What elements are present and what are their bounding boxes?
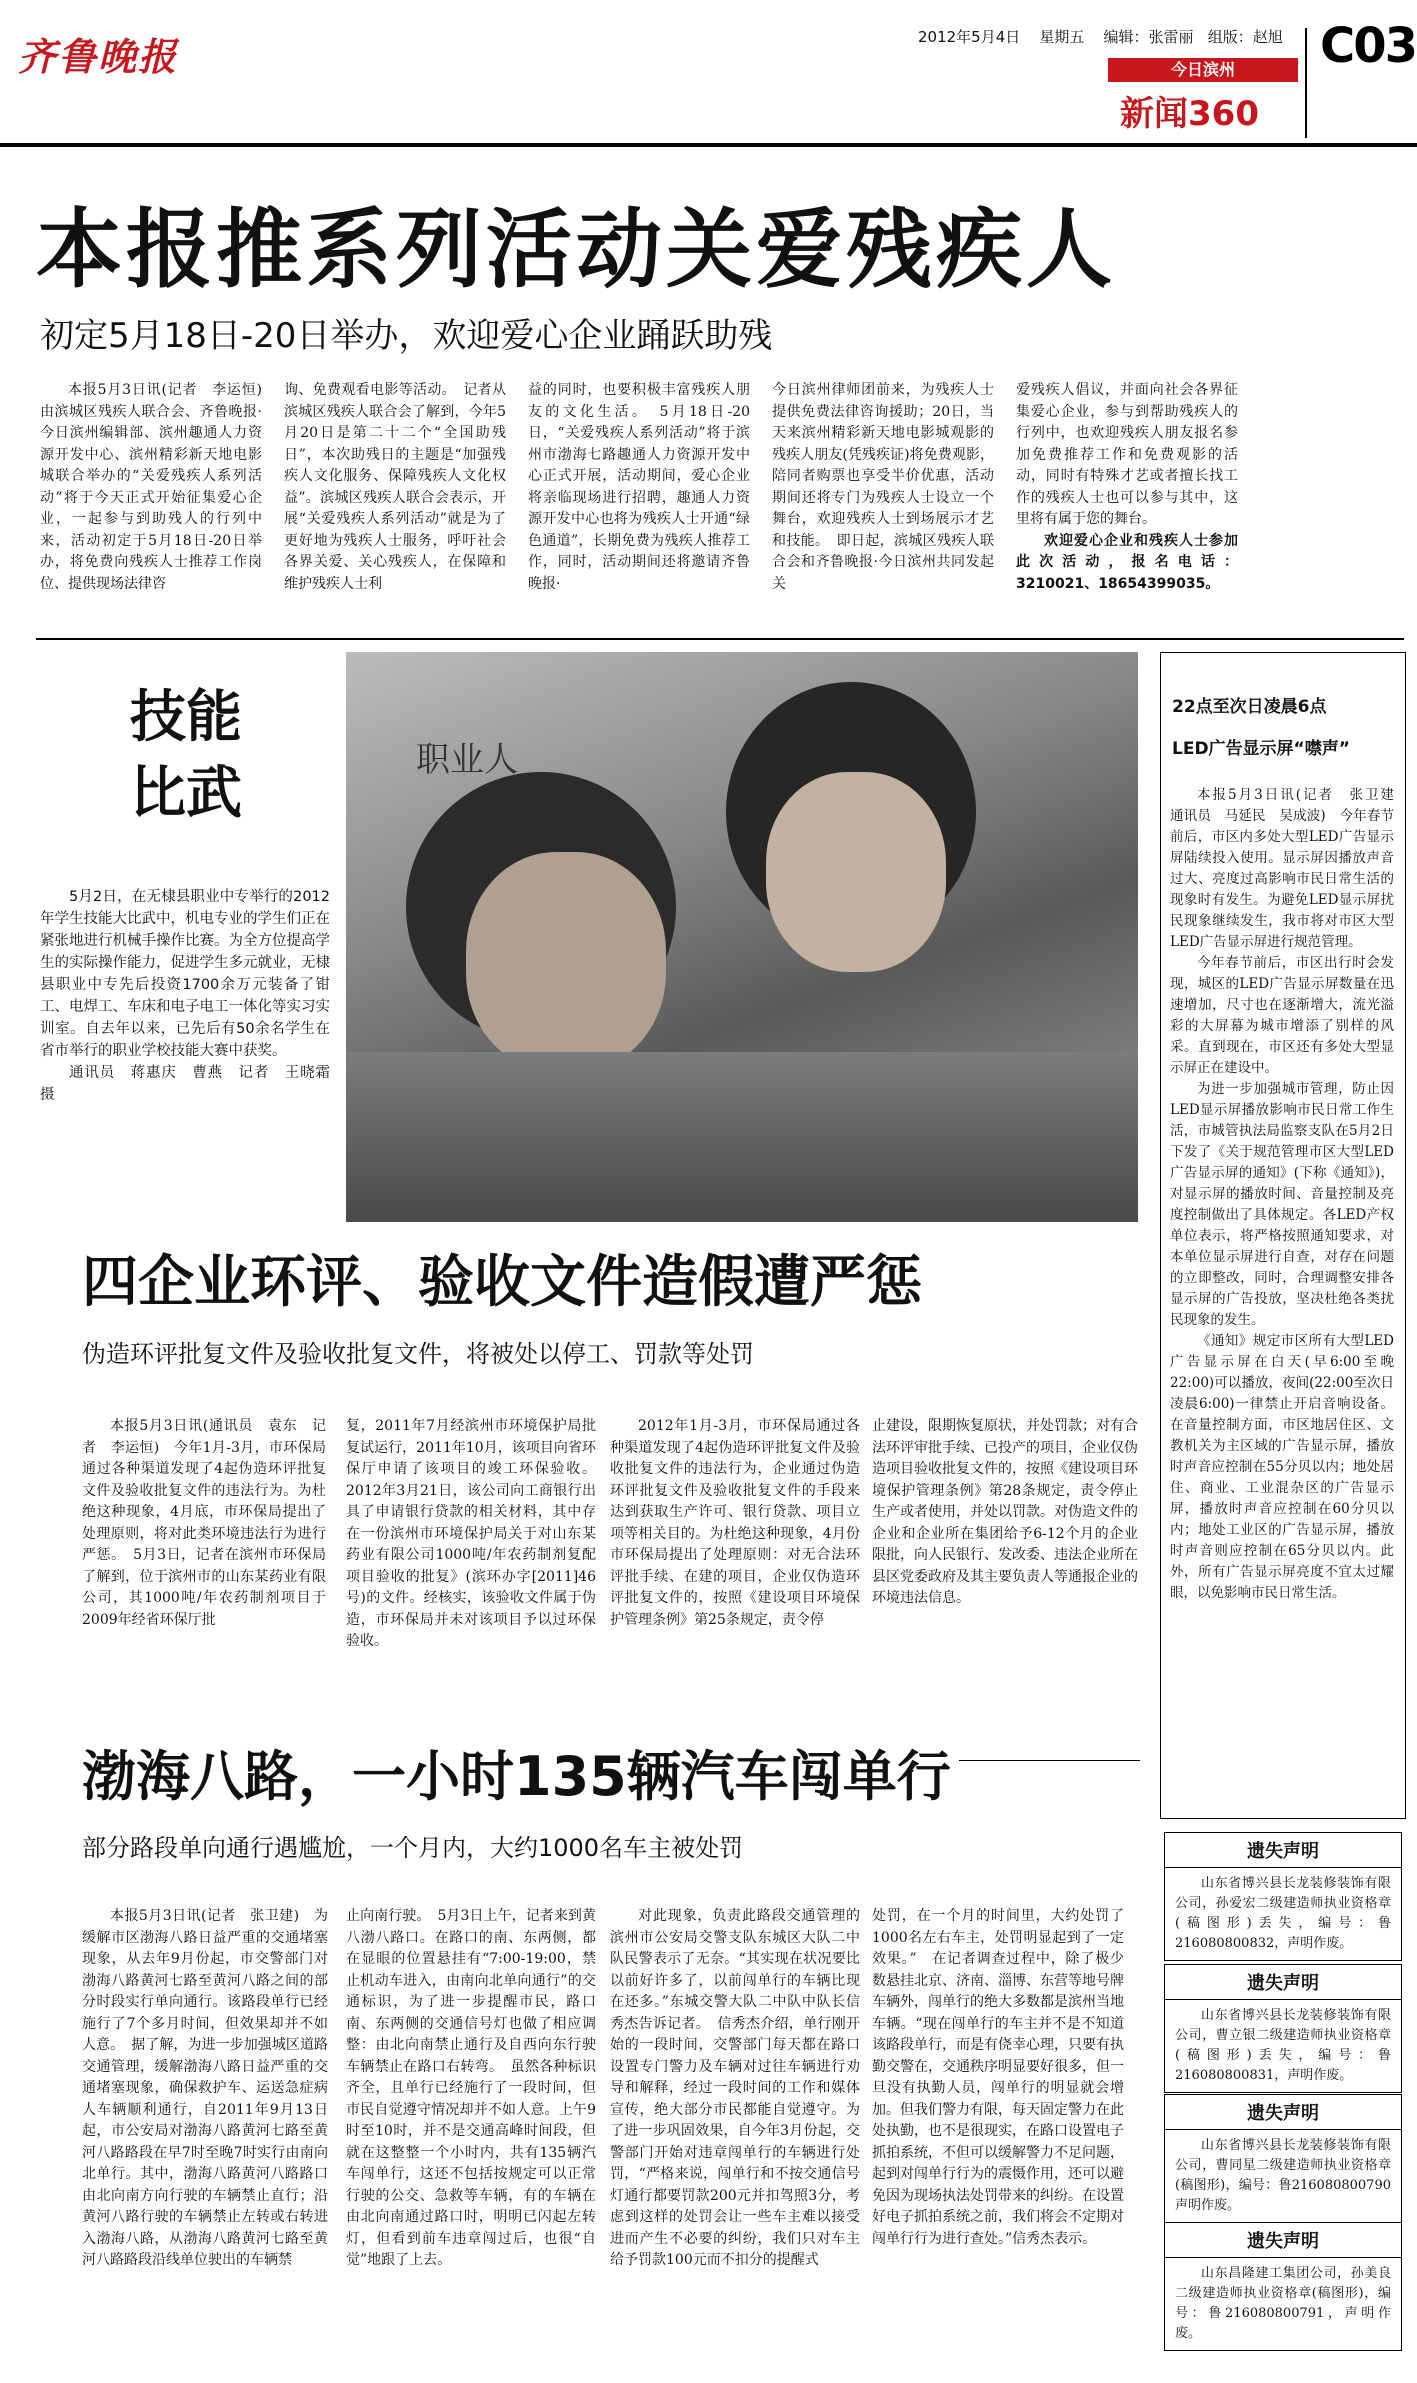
section-tag: 今日滨州 — [1108, 58, 1298, 82]
story2-col-4-text: 止建设，限期恢复原状，并处罚款；对有合法环评审批手续、已投产的项目，企业仅伪造项目验收批复文件的，按照《建设项目环境保护管理条例》第28条规定，责令停止生产或者使用，并处以罚款。对伪造文件的企业和企业所在集团给予6-12个月的企业限批，向人民银行、发改委、违法企业所在县区党委政府及其主要负责人等通报企业的环境违法信息。 — [872, 1418, 1138, 1606]
story3-col-2 — [346, 1906, 596, 2366]
lost-notice-4 — [1164, 2222, 1402, 2351]
story2-col-4 — [872, 1416, 1138, 1756]
story1-col-2-text: 询、免费观看电影等活动。 记者从滨城区残疾人联合会了解到，今年5月20日是第二十二个“全国助残日”，本次助残日的主题是“加强残疾人文化服务、保障残疾人文化权益”。滨城区残疾人联合会表示，开展“关爱残疾人系列活动”就是为了更好地为残疾人士服务，呼吁社会各界关爱、关心残疾人，在保障和维护残疾人士利 — [284, 382, 506, 592]
lost-notice-2-title: 遗失声明 — [1165, 1965, 1401, 2000]
story2-subtitle: 伪造环评批复文件及验收批复文件，将被处以停工、罚款等处罚 — [82, 1340, 754, 1368]
story3-col-4-text: 处罚，在一个月的时间里，大约处罚了1000名左右车主，处罚明显起到了一定效果。” 在记者调查过程中，除了极少数悬挂北京、济南、淄博、东营等地号牌车辆外，闯单行的绝大多数都是滨州当地车辆。“现在闯单行的车主并不是不知道该路段单行，而是有侥幸心理，只要有执勤交警在，交通秩序明显要好很多，但一旦没有执勤人员，闯单行的明显就会增加。但我们警力有限，每天固定警力在此处执勤，也不是很现实，在路口设置电子抓拍系统，不但可以缓解警力不足问题，起到对闯单行行为的震慑作用，还可以避免因为现场执法处罚带来的纠纷。在设置好电子抓拍系统之前，我们将会不定期对闯单行行为进行查处。”信秀杰表示。 — [872, 1908, 1124, 2247]
lost-notice-4-body: 山东昌隆建工集团公司，孙美良二级建造师执业资格章(稿图形)，编号：鲁216080800791，声明作废。 — [1175, 2266, 1391, 2341]
feature-title-line-2: 比武 — [130, 761, 242, 826]
story3-col-2-text: 止向南行驶。 5月3日上午，记者来到黄八渤八路口。在路口的南、东两侧，都在显眼的位置悬挂有“7:00-19:00，禁止机动车进入，由南向北单向通行”的交通标识，为了进一步提醒市民，路口南、东两侧的交通信号灯也做了相应调整：由北向南禁止通行及自西向东行驶车辆禁止在路口右转弯。 虽然各种标识齐全，且单行已经施行了一段时间，但市民自觉遵守情况却并不如人意。上午9时至10时，并不是交通高峰时间段，但就在这整整一个小时内，共有135辆汽车闯单行，这还不包括按规定可以正常行驶的公交、急救等车辆，有的车辆在由北向南通过路口时，明明已闪起左转灯，但看到前车违章闯过后，也很“自觉”地跟了上去。 — [346, 1908, 596, 2268]
sidebar-para-1: 本报5月3日讯(记者 张卫建 通讯员 马延民 吴成波) 今年春节前后，市区内多处大型LED广告显示屏陆续投入使用。显示屏因播放声音过大、亮度过高影响市民日常生活的现象时有发生。为避免LED显示屏扰民现象继续发生，我市将对市区大型LED广告显示屏进行规范管理。 — [1170, 787, 1408, 950]
feature-caption-text: 5月2日，在无棣县职业中专举行的2012年学生技能大比武中，机电专业的学生们正在紧张地进行机械手操作比赛。为全方位提高学生的实际操作能力，促进学生多元就业，无棣县职业中专先后投资1700余万元装备了钳工、电焊工、车床和电子电工一体化等实习实训室。自去年以来，已先后有50余名学生在省市举行的职业学校技能大赛中获奖。 — [40, 889, 330, 1059]
layout-credit: 组版：赵旭 — [1207, 28, 1283, 46]
lost-notice-4-title: 遗失声明 — [1165, 2223, 1401, 2258]
story1-col-5-text: 爱残疾人倡议，并面向社会各界征集爱心企业，参与到帮助残疾人的行列中，也欢迎残疾人朋友报名参加免费推荐工作和免费观影的活动，同时有特殊才艺或者擅长找工作的残疾人士也可以参与其中，这里将有属于您的舞台。 — [1016, 382, 1238, 527]
story3-subtitle: 部分路段单向通行遇尴尬，一个月内，大约1000名车主被处罚 — [82, 1834, 744, 1862]
feature-photo — [346, 652, 1138, 1222]
sidebar-para-2: 今年春节前后，市区出行时会发现，城区的LED广告显示屏数量在迅速增加，尺寸也在逐渐增大，流光溢彩的大屏幕为城市增添了别样的风采。直到现在，市区还有多处大型显示屏正在建设中。 — [1170, 955, 1394, 1076]
page-number: C03 — [1320, 18, 1417, 74]
sidebar-para-3: 为进一步加强城市管理，防止因LED显示屏播放影响市民日常工作生活，市城管执法局监察支队在5月2日下发了《关于规范管理市区大型LED广告显示屏的通知》(下称《通知》)，对显示屏的播放时间、音量控制及亮度控制做出了具体规定。各LED产权单位表示，将严格按照通知要求，对本单位显示屏进行自查，对存在问题的立即整改，同时，合理调整安排各显示屏的广告投放，坚决杜绝各类扰民现象的发生。 — [1170, 1081, 1394, 1328]
story3-col-4 — [872, 1906, 1124, 2366]
feature-credit: 通讯员 蒋惠庆 曹燕 记者 王晓霜 摄 — [40, 1065, 345, 1103]
issue-date: 2012年5月4日 — [918, 28, 1021, 46]
story3-col-3 — [610, 1906, 860, 2366]
issue-weekday: 星期五 — [1039, 28, 1085, 46]
lost-notice-1-title: 遗失声明 — [1165, 1833, 1401, 1868]
story3-col-1-text: 本报5月3日讯(记者 张卫建) 为缓解市区渤海八路日益严重的交通堵塞现象，从去年9月份起，市交警部门对渤海八路黄河七路至黄河八路之间的部分时段实行单向通行。该路段单行已经施行了7个多月时间，但效果却并不如人意。 据了解，为进一步加强城区道路交通管理，缓解渤海八路日益严重的交通堵塞现象，确保救护车、运送急症病人车辆顺利通行，自2011年9月13日起，市公安局对渤海八路黄河七路至黄河八路路段在早7时至晚7时实行由南向北单行。其中，渤海八路黄河八路路口由北向南方向行驶的车辆禁止直行；沿黄河八路行驶的车辆禁止左转或右转进入渤海八路，从渤海八路黄河七路至黄河八路路段沿线单位驶出的车辆禁 — [82, 1908, 328, 2268]
photo-background-sign: 职业人 — [416, 740, 518, 780]
story1-col-5 — [1016, 380, 1238, 630]
machine-equipment — [346, 1052, 1138, 1222]
student-left-face — [466, 852, 666, 1072]
story1-col-3 — [528, 380, 750, 630]
story1-headline: 本报推系列活动关爱残疾人 — [36, 200, 1116, 300]
editor-credit: 编辑：张雷丽 — [1103, 28, 1194, 46]
lost-notice-3-title: 遗失声明 — [1165, 2095, 1401, 2130]
story2-col-2-text: 复，2011年7月经滨州市环境保护局批复试运行，2011年10月，该项目向省环保厅申请了该项目的竣工环保验收。2012年3月21日，该公司向工商银行出具了申请银行贷款的相关材料，其中存在一份滨州市环境保护局关于对山东某药业有限公司1000吨/年农药制剂复配项目验收的批复》(滨环办字[2011]46号)的文件。经核实，该验收文件属于伪造，市环保局并未对该项目予以过环保验收。 — [346, 1418, 596, 1649]
story1-col-1 — [40, 380, 276, 630]
sidebar-para-4: 《通知》规定市区所有大型LED广告显示屏在白天(早6:00至晚22:00)可以播放，夜间(22:00至次日凌晨6:00)一律禁止开启音响设备。在音量控制方面，市区地居住区、文教机关为主区域的广告显示屏，播放时声音应控制在55分贝以内；地处居住、商业、工业混杂区的广告显示屏，播放时声音应控制在60分贝以内；地处工业区的广告显示屏，播放时声音则应控制在65分贝以内。此外，所有广告显示屏亮度不宜太过耀眼，以免影响市民日常生活。 — [1170, 1333, 1394, 1601]
lost-notice-3 — [1164, 2094, 1402, 2223]
story2-col-3 — [610, 1416, 860, 1756]
student-right-face — [766, 772, 946, 972]
story2-col-2 — [346, 1416, 596, 1756]
story1-col-1-text: 本报5月3日讯(记者 李运恒) 由滨城区残疾人联合会、齐鲁晚报·今日滨州编辑部、滨州趣通人力资源开发中心、滨州精彩新天地电影城联合举办的“关爱残疾人系列活动”将于今天正式开始征集爱心企业，一起参与到助残人的行列中来，活动初定于5月18日-20日举办，将免费向残疾人士推荐工作岗位、提供现场法律咨 — [40, 382, 276, 592]
lost-notice-1-body: 山东省博兴县长龙装修装饰有限公司，孙爱宏二级建造师执业资格章(稿图形)丢失，编号：鲁216080800832，声明作废。 — [1175, 1876, 1391, 1951]
sidebar-head-2: LED广告显示屏“噤声” — [1172, 739, 1350, 759]
story3-col-3-text: 对此现象，负责此路段交通管理的滨州市公安局交警支队东城区大队二中队民警表示了无奈。“其实现在状况要比以前好许多了，以前闯单行的车辆比现在还多。”东城交警大队二中队中队长信秀杰告诉记者。 信秀杰介绍，单行刚开始的一段时间，交警部门每天都在路口设置专门警力及车辆对过往车辆进行劝导和解释，经过一段时间的工作和媒体宣传，绝大部分市民都能自觉遵守。为了进一步巩固效果，自今年3月份起，交警部门开始对违章闯单行的车辆进行处罚，“严格来说，闯单行和不按交通信号灯通行都要罚款200元并扣驾照3分，考虑到这样的处罚会让一些车主难以接受进而产生不必要的纠纷，我们只对车主给予罚款100元而不扣分的提醒式 — [610, 1908, 860, 2268]
story1-col-3-text: 益的同时，也要积极丰富残疾人朋友的文化生活。 5月18日-20日，“关爱残疾人系列活动”将于滨州市渤海七路趣通人力资源开发中心正式开展，活动期间，爱心企业将亲临现场进行招聘，趣通人力资源开发中心也将为残疾人士开通“绿色通道”，长期免费为残疾人推荐工作，同时，活动期间还将邀请齐鲁晚报· — [528, 382, 750, 592]
header-divider — [1305, 28, 1307, 138]
story2-col-1 — [82, 1416, 326, 1756]
feature-title — [130, 680, 242, 832]
header-rule — [0, 143, 1417, 147]
sidebar-body — [1170, 785, 1408, 1810]
story2-col-1-text: 本报5月3日讯(通讯员 袁东 记者 李运恒) 今年1月-3月，市环保局通过各种渠道发现了4起伪造环评批复文件及验收批复文件的违法行为。为杜绝这种现象，4月底，市环保局提出了处理原则，将对此类环境违法行为进行严惩。 5月3日，记者在滨州市环保局了解到，位于滨州市的山东某药业有限公司，其1000吨/年农药制剂项目于2009年经省环保厅批 — [82, 1418, 326, 1628]
sidebar-head-1: 22点至次日凌晨6点 — [1172, 697, 1327, 717]
lost-notice-2-body: 山东省博兴县长龙装修装饰有限公司，曹立银二级建造师执业资格章(稿图形)丢失，编号：鲁216080800831，声明作废。 — [1175, 2008, 1391, 2083]
story3-col-1 — [82, 1906, 328, 2366]
lost-notice-1 — [1164, 1832, 1402, 1961]
feature-title-line-1: 技能 — [130, 685, 242, 750]
issue-meta — [918, 26, 1283, 47]
story3-headline: 渤海八路，一小时135辆汽车闯单行 — [82, 1734, 959, 1811]
story1-col-4-text: 今日滨州律师团前来，为残疾人士提供免费法律咨询援助；20日，当天来滨州精彩新天地电影城观影的残疾人朋友(凭残疾证)将免费观影，陪同者购票也享受半价优惠，活动期间还将专门为残疾人士设立一个舞台，欢迎残疾人士到场展示才艺和技能。 即日起，滨城区残疾人联合会和齐鲁晚报·今日滨州共同发起关 — [772, 382, 994, 592]
feature-caption — [40, 886, 345, 1206]
lost-notice-2 — [1164, 1964, 1402, 2093]
lost-notice-3-body: 山东省博兴县长龙装修装饰有限公司，曹同星二级建造师执业资格章(稿图形)，编号：鲁216080800790声明作废。 — [1175, 2138, 1391, 2213]
story1-hotline: 欢迎爱心企业和残疾人士参加此次活动，报名电话：3210021、18654399035。 — [1016, 532, 1238, 592]
story1-subtitle: 初定5月18日-20日举办，欢迎爱心企业踊跃助残 — [40, 316, 773, 356]
story2-col-3-text: 2012年1月-3月，市环保局通过各种渠道发现了4起伪造环评批复文件及验收批复文件的违法行为，企业通过伪造环评批复文件及验收批复文件的手段来达到获取生产许可、银行贷款、项目立项等相关目的。为杜绝这种现象，4月份市环保局提出了处理原则：对无合法环评批手续、在建的项目，企业仅伪造环评批复文件的，按照《建设项目环境保护管理条例》第25条规定，责令停 — [610, 1418, 860, 1628]
section-brand: 新闻360 — [1120, 94, 1259, 134]
story1-col-4 — [772, 380, 994, 630]
story1-col-2 — [284, 380, 506, 630]
story1-bottom-rule — [36, 638, 1404, 640]
story2-headline: 四企业环评、验收文件造假遭严惩 — [82, 1250, 922, 1315]
newspaper-logo: 齐鲁晚报 — [18, 34, 179, 79]
